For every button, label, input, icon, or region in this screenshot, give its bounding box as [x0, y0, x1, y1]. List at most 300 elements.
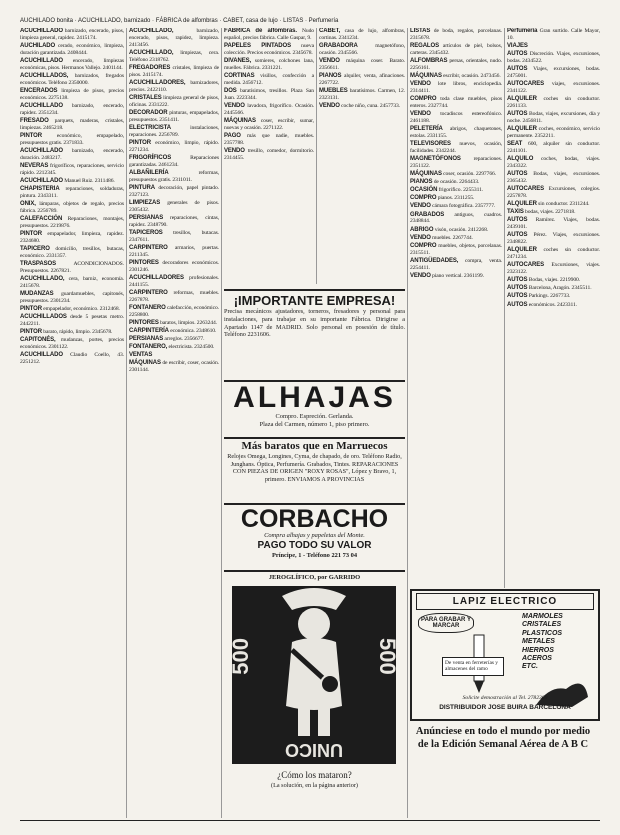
- classified-entry-text: decoración, papel pintado. 2327123.: [129, 184, 219, 198]
- classified-entry-key: VENDO: [410, 272, 431, 279]
- classified-entry: [20, 231, 124, 245]
- classified-entry-key: CAPITONÉS,: [20, 337, 56, 344]
- classified-entry-key: GRABADORA: [319, 43, 358, 49]
- classified-entry-key: VENDO: [224, 148, 245, 154]
- classified-entry-key: AUTOS: [507, 285, 528, 292]
- classified-entry-key: PINTOR: [20, 231, 42, 238]
- classified-entry-key: MÁQUINAS: [410, 73, 442, 79]
- classified-entry-key: ACUCHILLADOS,: [20, 73, 69, 79]
- classified-entry-text: visillos, confección a medida. 2456712.: [224, 73, 314, 86]
- classified-entry-key: AUTOS: [507, 171, 528, 178]
- classified-entry-text: Ramírez. Viajes, bodas. 2439101.: [507, 217, 600, 231]
- classified-entry: [129, 140, 219, 154]
- ad-lapiz-title: LAPIZ ELECTRICO: [416, 593, 594, 610]
- classified-entry-text: coser, ocasión. 2297766.: [441, 171, 497, 178]
- jeroglifico-solution: (La solución, en la página anterior): [271, 782, 358, 789]
- classified-entry-key: AUTOS: [507, 293, 528, 300]
- classified-entry-text: domicilio, tresillos, butacas, económico. 2331357.: [20, 246, 124, 259]
- classified-entry-text: arreglos. 2356677.: [163, 336, 205, 343]
- classified-entry-text: sin conductor. 2311244.: [536, 201, 590, 208]
- classified-entry-key: VENDO: [410, 81, 431, 88]
- classified-entry-text: barnizado, encerado, duración. 2483217.: [20, 148, 124, 161]
- ad-lapiz-footer2: DISTRIBUIDOR JOSE BUIRA BARCELONA: [439, 704, 571, 711]
- classified-entry-text: Manuel Ruiz. 2311486.: [62, 178, 115, 184]
- classified-entry-text: frigorífico. 2255311.: [437, 187, 484, 194]
- classified-entry-text: nueva colección. Precios económicos. 2345678.: [224, 43, 314, 56]
- classified-entry: [507, 186, 600, 200]
- classified-entry-text: cristales, limpieza de pisos. 2415174.: [129, 64, 219, 78]
- classified-entry: [129, 305, 219, 319]
- classified-entry-text: lámparas, objetos de regalo, precios fábrica. 2256789.: [20, 201, 124, 214]
- classified-entry: [20, 314, 124, 328]
- classified-entry: [410, 273, 502, 280]
- classified-entry: [129, 110, 219, 124]
- classified-entry-key: COMPRO: [410, 242, 437, 249]
- classified-entry-text: casa de lujo, alfombras, cortinas. 2341234.: [319, 28, 405, 41]
- classified-entry: [507, 66, 600, 80]
- classified-entry-key: AUTOCARES: [507, 262, 544, 269]
- classified-entry: [20, 103, 124, 117]
- jeroglifico-caption: JEROGLÍFICO, por GARRIDO: [268, 574, 361, 581]
- ad-lapiz-material: ETC.: [522, 663, 538, 671]
- classified-entry: [129, 185, 219, 199]
- classified-entry-text: empapelador, económico. 2312468.: [41, 306, 120, 313]
- classified-entry-key: PINTOR: [129, 139, 151, 146]
- classified-entry: [410, 171, 502, 178]
- classified-entry: [129, 95, 219, 109]
- top-header-strip: [20, 18, 600, 24]
- classified-entry-text: Barcelona, Aragón. 2345511.: [527, 285, 592, 292]
- ad-corbacho-line1: Compra alhajas y papeletas del Monte.: [264, 532, 365, 539]
- classified-entry-text: magnetófono, ocasión. 2345566.: [319, 43, 405, 56]
- classified-entry-key: ENCERADOS: [20, 88, 58, 94]
- classified-entry-key: ACUCHILLADO: [20, 178, 63, 184]
- jeroglifico-right-number: 500: [375, 638, 400, 675]
- classified-entry: [507, 28, 600, 42]
- classified-entry-text: escribir, ocasión. 2473456.: [441, 73, 501, 79]
- classified-column-5: [410, 28, 502, 588]
- ad-anunciese-abc: [410, 725, 596, 751]
- classified-entry-key: VENDO: [410, 111, 431, 118]
- classified-entry: [129, 260, 219, 274]
- classified-entry: [410, 227, 502, 234]
- classified-entry-key: AUTOS: [507, 51, 528, 58]
- classified-entry-key: VENDO: [319, 58, 340, 64]
- classified-entry-key: PELETERÍA: [410, 126, 443, 133]
- classified-entry-text: abrigos, chaquetones, estolas. 2331155.: [410, 126, 502, 139]
- classified-entry-text: económico, empapelado, presupuestos gratis. 2371833.: [20, 133, 124, 146]
- ad-lapiz-materials: [522, 613, 563, 672]
- classified-entry: [319, 58, 405, 72]
- classified-entry-text: pinturas, empapelados, presupuestos. 2351411.: [129, 109, 219, 123]
- ad-corbacho-title: CORBACHO: [240, 505, 389, 533]
- classified-entry-key: ACUCHILLADO,: [129, 49, 174, 56]
- classified-entry-key: COMPRO: [410, 195, 437, 202]
- ad-lapiz-material: ACEROS: [522, 655, 552, 663]
- ad-alhajas-title: ALHAJAS: [233, 381, 396, 414]
- classified-entry-key: ACUCHILLADO,: [129, 28, 174, 34]
- classified-entry-text: barnizado, encerado, rapidez. 2351234.: [20, 103, 124, 116]
- classified-entry-text: coser, escribir, sumar, nuevas y ocasión. 2271122.: [224, 118, 314, 131]
- classified-entry-key: ALQUILO: [507, 156, 534, 163]
- classified-entry-text: coche niño, cuna. 2457733.: [339, 103, 401, 109]
- classified-entry-text: artículos de piel, bolsos, carteras. 2345432.: [410, 43, 502, 56]
- jeroglifico-drawing: [232, 586, 396, 764]
- ad-lapiz-material: MARMOLES: [522, 613, 563, 620]
- classified-entry-key: DECORADOR: [129, 109, 168, 116]
- classified-entry: [20, 88, 124, 102]
- classified-entry-key: VENDO: [319, 103, 340, 109]
- classified-entry: [20, 337, 124, 351]
- classified-entry-text: parquets, maderas, cristales, limpiezas. 2465218.: [20, 118, 124, 131]
- classified-entry-key: AUTOS: [507, 277, 528, 284]
- classified-entry: [129, 328, 219, 335]
- classified-entry-key: AUTOS: [507, 111, 528, 118]
- classified-entry: [410, 235, 502, 242]
- classified-entry: [20, 261, 124, 275]
- classified-entry: [20, 201, 124, 215]
- classified-entry: [507, 111, 600, 125]
- classified-entry: [410, 258, 502, 272]
- classified-entry-text: muebles. 2267744.: [430, 234, 473, 241]
- classified-entry-key: FRESADO: [20, 118, 49, 124]
- classified-entry-key: ALQUILER: [507, 126, 537, 133]
- classified-entry-key: PINTOR: [20, 329, 42, 336]
- classified-entry: [20, 178, 124, 185]
- classified-entry-text: reformas, presupuestos gratis. 2311011.: [129, 169, 219, 183]
- classified-entry-key: ELECTRICISTA: [129, 124, 172, 131]
- classified-entry-key: PINTORES: [129, 319, 159, 326]
- classified-entry-key: AUTOS: [507, 232, 528, 239]
- ad-marruecos: [224, 440, 405, 483]
- classified-entry-text: Pérez. Viajes, excursiones. 2348822.: [507, 232, 600, 246]
- classified-entry-text: barnizado, encerado, pisos, limpieza general, rapidez. 2415174.: [20, 28, 124, 41]
- classified-entry-key: PINTOR: [20, 133, 42, 139]
- classified-entry-text: económicos. 2423311.: [527, 301, 577, 308]
- classified-entry-text: reparaciones, cintas, rapidez. 2348790.: [129, 214, 219, 228]
- classified-entry-text: somieres, colchones lana, muelles. Fábrica. 2331221.: [224, 58, 314, 71]
- classified-entry-key: CARPINTERO: [129, 289, 168, 296]
- ad-importante-empresa: [224, 293, 405, 339]
- classified-entry: [20, 118, 124, 132]
- ad-alhajas-line2: Plaza del Carmen, número 1, piso primero.: [259, 421, 370, 428]
- classified-entry-key: MÁQUINAS: [224, 118, 256, 124]
- classified-entry: [129, 80, 219, 94]
- classified-entry-text: visón, ocasión. 2412268.: [433, 226, 489, 233]
- classified-entry-key: FRIGORÍFICOS: [129, 154, 172, 161]
- classified-entry-key: VENDO: [410, 234, 431, 241]
- classified-entry-key: ACUCHILLADO: [20, 103, 63, 109]
- classified-entry-text: viajes, excursiones. 2341122.: [507, 81, 600, 94]
- classified-entry-key: VENTAS: [129, 352, 153, 359]
- classified-entry: [507, 171, 600, 185]
- classified-entry: [410, 96, 502, 110]
- classified-entry-key: PIANOS: [410, 179, 433, 186]
- classified-entry-key: FÁBRICA de alfombras.: [224, 28, 297, 34]
- classified-entry-text: de escribir, coser, ocasión. 2301144.: [129, 360, 219, 374]
- ad-lapiz-material: PLASTICOS: [522, 629, 563, 637]
- ad-alhajas: [224, 383, 405, 429]
- classified-entry: [410, 212, 502, 226]
- classified-entry: [410, 179, 502, 186]
- classified-entry: [410, 243, 502, 257]
- classified-entry-text: toda clase muebles, pisos enteros. 2327744.: [410, 96, 502, 109]
- classified-entry-text: Claudio Coello, 43. 2251212.: [20, 352, 124, 366]
- jeroglifico-puzzle: [228, 586, 400, 764]
- classified-entry-key: TRASPASOS: [20, 261, 56, 268]
- classified-entry-key: CORTINAS: [224, 73, 255, 79]
- classified-entry-key: COMPRO: [410, 96, 437, 103]
- classified-entry: [410, 156, 502, 170]
- classified-entry: [20, 352, 124, 366]
- classified-entry: [224, 103, 314, 117]
- classified-entry-text: calefacción, económico. 2258800.: [129, 304, 219, 318]
- classified-entry-key: LIMPIEZAS: [129, 199, 161, 206]
- classified-entry-text: Reparaciones garantizadas. 2461234.: [129, 154, 219, 168]
- classified-entry-key: MUDANZAS: [20, 291, 54, 298]
- classified-entry-text: compra, venta. 2254411.: [410, 257, 502, 271]
- classified-entry-text: antiguos, cuadros. 2348844.: [410, 211, 502, 225]
- classified-entry-text: baratísimos, tresillos. Plaza San Juan. 2223344.: [224, 88, 314, 101]
- classified-entry: [410, 187, 502, 194]
- classified-entry-text: Bodas, viajes, excursiones, día y noche. 2456811.: [507, 111, 600, 124]
- classified-entry: [224, 73, 314, 87]
- classified-entry-text: electricista. 2324500.: [167, 344, 215, 351]
- classified-entry-key: AUTOCARES: [507, 186, 544, 193]
- classified-entry: [129, 360, 219, 374]
- classified-entry: [507, 126, 600, 140]
- classified-entry-key: PIANOS: [319, 73, 342, 79]
- classified-entry-text: decoradores económicos. 2301246.: [129, 259, 219, 273]
- classified-entry-key: ACUCHILLADO: [20, 28, 63, 34]
- classified-entry: [224, 28, 314, 42]
- classified-entry-key: MAGNETÓFONOS: [410, 156, 461, 163]
- classified-entry: [507, 293, 600, 300]
- classified-entry-text: frigoríficos, reparaciones, servicio rápido. 2212345.: [20, 163, 124, 176]
- classified-entry-key: ACUCHILLADOS: [20, 314, 67, 321]
- classified-entry-text: ACONDICIONADOS. Presupuestos. 2267821.: [20, 261, 124, 274]
- classified-entry-key: CRISTALES: [129, 94, 162, 101]
- classified-entry-text: reparaciones. 2351122.: [410, 156, 502, 169]
- classified-entry-text: pianos. 2311255.: [436, 195, 475, 202]
- classified-entry-key: PAGO: [224, 133, 241, 139]
- classified-entry: [224, 118, 314, 132]
- classified-entry: [20, 276, 124, 290]
- classified-entry: [129, 200, 219, 214]
- classified-entry: [20, 28, 124, 42]
- classified-entry-text: Bodas, viajes, excursiones. 2365432.: [507, 171, 600, 184]
- classified-entry: [507, 277, 600, 284]
- ad-importante-body: Precisa mecánicos ajustadores, torneros, fresadores y personal para instalaciones, para trabajar en su importante Fábrica. Dirigirse a Apartado 1147 de MADRID. Solo personal en posesión de título. Teléfono 2231606.: [224, 308, 405, 339]
- classified-entry-text: lote libros, enciclopedia. 2314411.: [410, 81, 502, 94]
- classified-entry: [410, 141, 502, 155]
- classified-entry: [129, 352, 219, 359]
- classified-entry-text: cera, barniz, economía. 2415678.: [20, 276, 124, 289]
- classified-entry: [129, 275, 219, 289]
- classified-entry-key: Perfumería: [507, 28, 538, 34]
- ad-lapiz-material: CRISTALES: [522, 621, 562, 629]
- classified-entry: [129, 344, 219, 351]
- classified-entry-key: CARPINTERO: [129, 244, 168, 251]
- classified-entry: [129, 245, 219, 259]
- classified-entry: [319, 103, 405, 110]
- ad-lapiz-electrico: [410, 589, 600, 721]
- classified-entry: [20, 291, 124, 305]
- classified-entry-key: LISTAS: [410, 28, 431, 34]
- classified-entry-key: ALQUILER: [507, 96, 537, 103]
- classified-entry-key: PERSIANAS: [129, 214, 164, 221]
- classified-entry-key: CABET,: [319, 28, 341, 34]
- classified-entry-key: REGALOS: [410, 43, 439, 49]
- classified-entry: [20, 216, 124, 230]
- classified-entry-key: MUEBLES: [319, 88, 348, 94]
- classified-entry-key: PINTURA: [129, 184, 155, 191]
- classified-entry: [507, 96, 600, 110]
- classified-entry-key: NEVERAS: [20, 163, 49, 169]
- classified-entry-text: limpiezas, cera. Teléfono 2318762.: [129, 49, 219, 63]
- classified-entry-text: Excursiones, viajes. 2323122.: [507, 262, 600, 276]
- classified-entry: [129, 320, 219, 327]
- classified-entry-text: coches sin conductor. 2261133.: [507, 96, 600, 109]
- classified-entry-text: armarios, puertas. 2211345.: [129, 244, 219, 258]
- classified-entry: [224, 43, 314, 57]
- top-fragments: AUCHILADO bonita · ACUCHILLADO, barnizado · FÁBRICA de alfombras · CABET, casa de lujo · LISTAS · Perfumería: [20, 18, 339, 24]
- classified-entry: [129, 125, 219, 139]
- classified-entry-text: nuevos, ocasión, facilidades. 2342244.: [410, 141, 502, 154]
- classified-entry-text: económico, limpio, rápido. 2271234.: [129, 139, 219, 153]
- classified-entry-text: tresillo, comedor, dormitorio. 2314455.: [224, 148, 314, 161]
- classified-entry-key: TAPICEROS: [129, 229, 163, 236]
- classified-entry-text: limpieza general de pisos, oficinas. 2331222.: [129, 94, 219, 108]
- classified-entry: [224, 58, 314, 72]
- classified-entry: [319, 43, 405, 57]
- classified-entry: [20, 163, 124, 177]
- classified-entry-key: GRABADOS: [410, 211, 445, 218]
- classified-entry: [129, 336, 219, 343]
- classified-entry-text: instalaciones, reparaciones. 2256789.: [129, 124, 219, 138]
- classified-entry: [507, 247, 600, 261]
- classified-entry-key: ANTIGÜEDADES,: [410, 257, 459, 264]
- classified-entry: [507, 232, 600, 246]
- classified-entry-text: Viajes, excursiones, bodas. 2475001.: [507, 66, 600, 79]
- ad-corbacho-line2: PAGO TODO SU VALOR: [257, 540, 372, 551]
- classified-entry-text: tresillos, butacas. 2347611.: [129, 229, 219, 243]
- classified-entry-text: alquiler, venta, afinaciones. 2267722.: [319, 73, 405, 86]
- classified-entry-text: barnizados, fregados económicos. Teléfono 2350000.: [20, 73, 124, 86]
- classified-entry: [129, 65, 219, 79]
- classified-entry-text: económica. 2348610.: [168, 328, 217, 334]
- classified-entry: [507, 156, 600, 170]
- classified-entry-key: ONIX,: [20, 201, 36, 208]
- classified-entry-text: persas, orientales, nudo. 2256161.: [410, 58, 502, 71]
- classified-entry: [20, 148, 124, 162]
- classified-entry-key: FONTANERO,: [129, 344, 168, 351]
- classified-entry-key: VENDO: [224, 103, 245, 109]
- classified-entry-text: tocadiscos estereofónico. 2461188.: [410, 111, 502, 124]
- classified-entry: [507, 285, 600, 292]
- classified-entry-key: CARPINTERÍA: [129, 328, 169, 334]
- classified-entry-text: reformas, muebles. 2267878.: [129, 289, 219, 303]
- classified-entry: [410, 195, 502, 202]
- classified-entry-key: ALQUILER: [507, 247, 537, 254]
- classified-entry: [507, 43, 600, 50]
- classified-entry: [224, 88, 314, 102]
- classified-entry-key: SEAT: [507, 141, 523, 148]
- classified-entry-text: bodas, viajes. 2271818.: [523, 209, 576, 216]
- classified-entry: [20, 73, 124, 87]
- classified-entry-key: MÁQUINAS: [410, 171, 442, 178]
- classified-entry: [410, 81, 502, 95]
- classified-entry: [129, 215, 219, 229]
- classified-entry: [20, 329, 124, 336]
- classified-entry: [319, 88, 405, 102]
- classified-entry-key: PERSIANAS: [129, 336, 164, 343]
- classified-entry: [410, 111, 502, 125]
- ad-lapiz-footer1: Solicite demostración al Tel. 2782369: [462, 695, 548, 701]
- classified-entry: [507, 302, 600, 309]
- classified-entry: [20, 133, 124, 147]
- classified-entry: [319, 73, 405, 87]
- classified-entry: [129, 230, 219, 244]
- classified-entry: [129, 170, 219, 184]
- ad-lapiz-material: METALES: [522, 638, 555, 646]
- classified-entry-key: CALEFACCIÓN: [20, 216, 63, 223]
- classified-entry-text: Discreción. Viajes, excursiones, bodas. 2434522.: [507, 51, 600, 64]
- classified-entry: [20, 306, 124, 313]
- classified-entry-key: ALFOMBRAS: [410, 58, 448, 64]
- classified-entry-text: barato, rápido, limpio. 2345678.: [41, 329, 113, 336]
- classified-entry-key: DIVANES,: [224, 58, 252, 64]
- classified-entry-text: empapelador, limpieza, rapidez. 2324680.: [20, 231, 124, 244]
- classified-entry-text: coches, bodas, viajes. 2343322.: [507, 156, 600, 169]
- classified-entry: [20, 246, 124, 260]
- classified-entry-text: más que nadie, muebles. 2357788.: [224, 133, 314, 146]
- classified-entry-text: baratos, limpios. 2263244.: [158, 319, 217, 326]
- classified-entry: [129, 28, 219, 49]
- ad-lapiz-bubble: PARA GRABAR Y MARCAR: [418, 613, 474, 633]
- classified-entry-text: barnizado, encerado, pisos, rapidez, limpieza. 2413456.: [129, 28, 219, 48]
- ad-marruecos-title: Más baratos que en Marruecos: [241, 440, 388, 452]
- classified-entry: [410, 58, 502, 72]
- classified-entry-text: 600, alquiler sin conductor. 2241101.: [507, 141, 600, 154]
- ad-marruecos-body: Relojes Omega, Longines, Cyma, de chapado, de oro. Teléfono Radio, Junghans. Óptica, Perfumería. Grabados, Tintes. REPARACIONES CON PIEZAS DE ORIGEN "ROXY ROSAS", López y Bravo, 1, primero. ENVIAMOS A PROVINCIAS: [227, 453, 402, 483]
- classified-entry: [410, 126, 502, 140]
- classified-entry: [410, 73, 502, 80]
- classified-entry: [507, 209, 600, 216]
- classified-entry-key: ALQUILER: [507, 201, 537, 208]
- classified-entry: [507, 51, 600, 65]
- classified-column-4: [319, 28, 405, 284]
- classified-entry-text: Gran surtido. Calle Mayor, 10.: [507, 28, 600, 41]
- classified-column-1: [20, 28, 124, 818]
- ad-corbacho: [224, 506, 405, 560]
- classified-entry-key: AUTOS: [507, 66, 528, 73]
- ad-importante-title: ¡IMPORTANTE EMPRESA!: [233, 293, 396, 308]
- classified-entry-key: FONTANERO: [129, 304, 166, 311]
- classified-entry: [20, 43, 124, 57]
- classified-entry-key: ACUCHILLADO,: [20, 276, 65, 283]
- classified-entry-key: DOS: [224, 88, 237, 94]
- classified-entry-key: ABRIGO: [410, 226, 434, 233]
- ad-alhajas-line1: Compro. Espreción. Gerlanda.: [275, 413, 354, 420]
- classified-entry-text: muebles, objetos, porcelanas. 2315511.: [410, 242, 502, 256]
- classified-entry: [410, 203, 502, 210]
- classified-entry-key: TAPICERO: [20, 246, 50, 253]
- classified-entry-text: Parkings. 2267733.: [527, 293, 571, 300]
- classified-entry-key: ACUCHILLADORES,: [129, 79, 186, 86]
- classified-entry: [507, 217, 600, 231]
- classified-entry: [507, 81, 600, 95]
